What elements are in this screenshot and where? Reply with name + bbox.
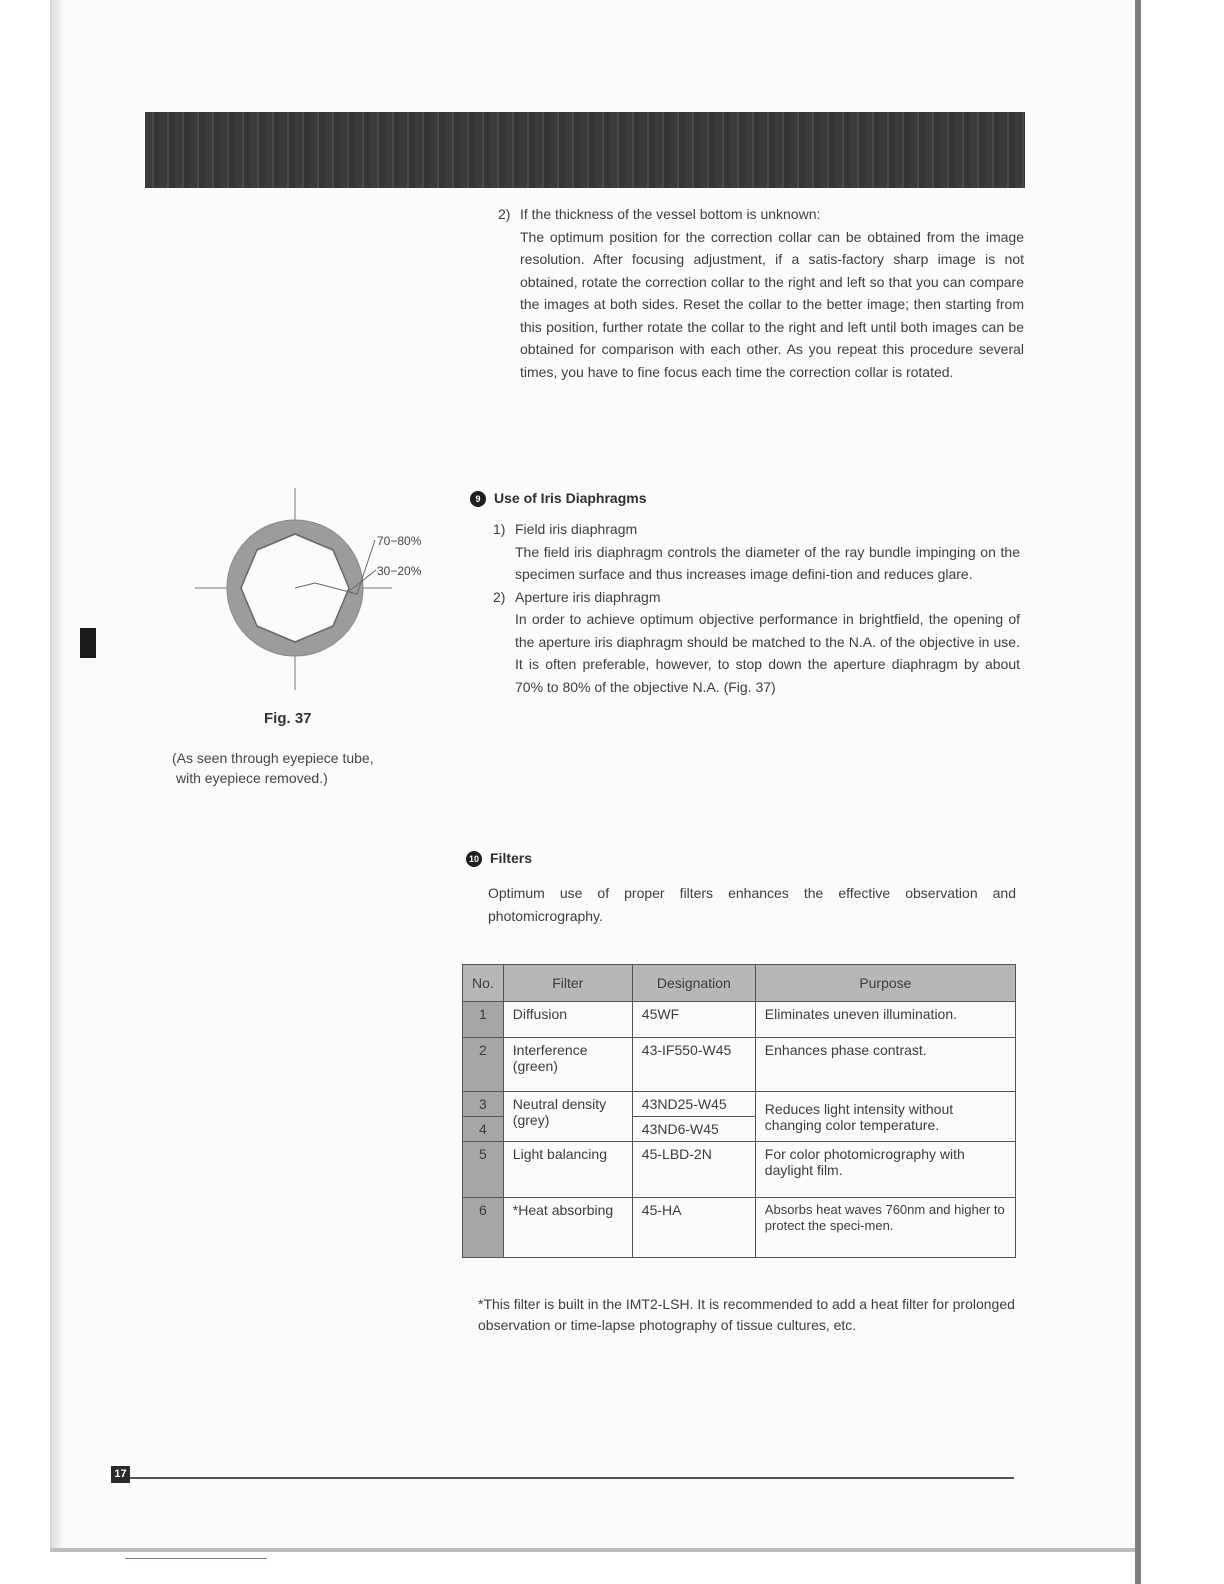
inner-percentage-label: 30−20% [377, 564, 422, 578]
footnote: *This filter is built in the IMT2-LSH. It is recommended to add a heat filter for prolonged observation or time-lapse photography of tissue cultures, etc. [478, 1296, 1015, 1333]
row-number: 3 [463, 1092, 504, 1117]
filters-heading [466, 850, 532, 867]
item-title: Aperture iris diaphragm [515, 588, 661, 605]
column-header: Purpose [755, 965, 1015, 1002]
section-number-icon: 10 [466, 851, 482, 867]
figure-caption [172, 748, 374, 788]
table-row [463, 1038, 1016, 1092]
page-bottom-border [50, 1548, 1135, 1552]
filter-designation: 45WF [632, 1002, 755, 1038]
filter-purpose: Absorbs heat waves 760nm and higher to protect the speci-men. [755, 1198, 1015, 1258]
filter-name: Light balancing [503, 1142, 632, 1198]
table-row [463, 1198, 1016, 1258]
row-number: 2 [463, 1038, 504, 1092]
page-binding-shade [50, 0, 64, 1548]
page-right-border [1135, 0, 1141, 1584]
footer-rule [130, 1477, 1014, 1479]
iris-heading-text: Use of Iris Diaphragms [494, 490, 647, 506]
item-title: If the thickness of the vessel bottom is unknown: [520, 206, 821, 222]
vessel-thickness-title [498, 203, 1024, 226]
row-number: 5 [463, 1142, 504, 1198]
field-iris-title [493, 518, 1020, 541]
item-number: 2) [493, 588, 506, 605]
caption-line: (As seen through eyepiece tube, [172, 750, 374, 766]
page-number: 17 [111, 1466, 130, 1483]
iris-section [493, 518, 1020, 698]
outer-percentage-label: 70−80% [377, 534, 422, 548]
table-header-row [463, 965, 1016, 1002]
aperture-iris-paragraph: In order to achieve optimum objective performance in brightfield, the opening of the aperture iris diaphragm should be matched to the N.A. of the objective in use. It is often preferable, however, to stop down the aperture diaphragm by about 70% to 80% of the objective N.A. (Fig. 37) [515, 611, 1020, 695]
filter-designation: 45-LBD-2N [632, 1142, 755, 1198]
filter-designation: 45-HA [632, 1198, 755, 1258]
filters-intro [488, 882, 1016, 927]
row-number: 1 [463, 1002, 504, 1038]
filter-designation: 43-IF550-W45 [632, 1038, 755, 1092]
aperture-iris-title [493, 586, 1020, 609]
vessel-thickness-section [498, 203, 1024, 383]
filter-name: Diffusion [503, 1002, 632, 1038]
section-number-icon: 9 [470, 491, 486, 507]
vessel-thickness-paragraph: The optimum position for the correction collar can be obtained from the image resolution. After focusing adjustment, if a satis-factory sharp image is not obtained, rotate the correction collar to the right and left so that you can compare the images at both sides. Reset the collar to the better image; then starting from this position, further rotate the collar to the right and left until both images can be obtained for comparison with each other. As you repeat this procedure several times, you have to fine focus each time the correction collar is rotated. [520, 228, 1024, 380]
table-row [463, 1002, 1016, 1038]
filter-name: *Heat absorbing [503, 1198, 632, 1258]
filter-purpose: Enhances phase contrast. [755, 1038, 1015, 1092]
field-iris-paragraph: The field iris diaphragm controls the diameter of the ray bundle impinging on the specimen surface and thus increases image defini-tion and reduces glare. [515, 543, 1020, 582]
column-header: No. [463, 965, 504, 1002]
item-title: Field iris diaphragm [515, 521, 638, 537]
filter-purpose: Reduces light intensity without changing color temperature. [755, 1092, 1015, 1142]
table-row [463, 1092, 1016, 1117]
column-header: Filter [503, 965, 632, 1002]
filters-table [462, 964, 1016, 1258]
filter-name: Neutral density (grey) [503, 1092, 632, 1142]
filters-intro-text: Optimum use of proper filters enhances the effective observation and photomicrography. [488, 885, 1016, 924]
column-header: Designation [632, 965, 755, 1002]
filter-designation: 43ND6-W45 [632, 1117, 755, 1142]
row-number: 6 [463, 1198, 504, 1258]
filter-purpose: For color photomicrography with daylight film. [755, 1142, 1015, 1198]
scan-bottom-margin [50, 1548, 1135, 1584]
section-header-bar [145, 112, 1025, 188]
scan-right-margin [1135, 0, 1224, 1584]
row-number: 4 [463, 1117, 504, 1142]
figure-title: Fig. 37 [264, 710, 312, 727]
chapter-tab [80, 628, 96, 658]
caption-line: with eyepiece removed.) [176, 770, 328, 786]
table-row [463, 1142, 1016, 1198]
aperture-diagram [170, 480, 450, 700]
filter-purpose: Eliminates uneven illumination. [755, 1002, 1015, 1038]
item-number: 2) [498, 206, 511, 222]
iris-heading [470, 490, 647, 507]
scan-left-margin [0, 0, 50, 1584]
selection-underline [125, 1558, 267, 1559]
filter-designation: 43ND25-W45 [632, 1092, 755, 1117]
item-number: 1) [493, 521, 506, 537]
filters-heading-text: Filters [490, 850, 533, 866]
filter-name: Interference (green) [503, 1038, 632, 1092]
